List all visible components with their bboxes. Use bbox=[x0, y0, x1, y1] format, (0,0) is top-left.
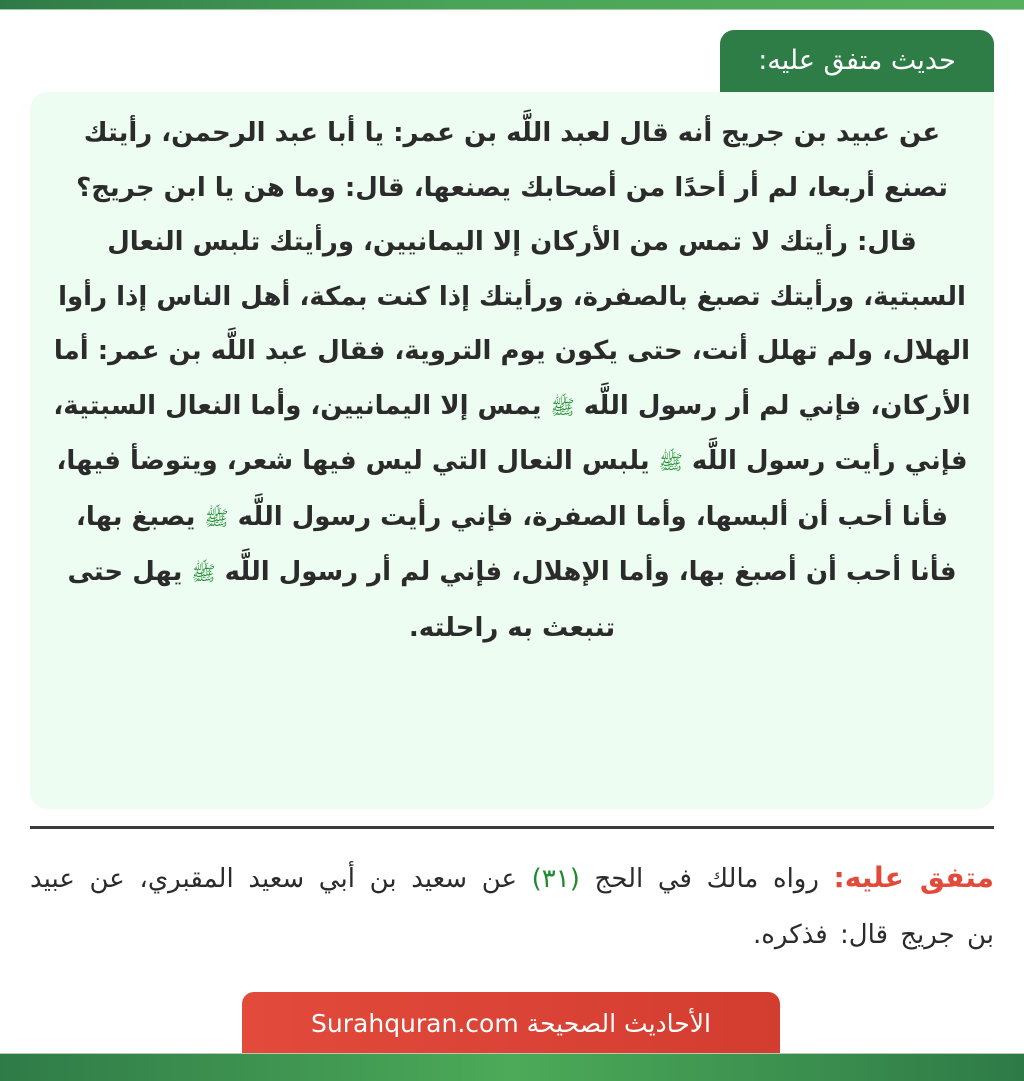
hadith-segment: يصبغ بها، فأنا أحب أن أصبغ بها، وأما الإهلال، فإني لم أر رسول اللَّه bbox=[75, 501, 957, 587]
hadith-text bbox=[52, 106, 972, 655]
hadith-segment: عن عبيد بن جريج أنه قال لعبد اللَّه بن عمر: يا أبا عبد الرحمن، رأيتك تصنع أربعا، لم أر أحدًا من أصحابك يصنعها، قال: وما هن يا ابن جريج؟ قال: رأيتك لا تمس من الأركان إلا اليمانيين، ورأيتك تلبس النعال السبتية، ورأيتك تصبغ بالصفرة، ورأيتك إذا كنت بمكة، أهل الناس إذا رأوا الهلال، ولم تهلل أنت، حتى يكون يوم التروية، فقال عبد اللَّه بن عمر: أما الأركان، فإني لم أر رسول اللَّه bbox=[53, 118, 971, 421]
source-reference-number: (٣١) bbox=[531, 864, 580, 894]
source-text-after-ref: عن سعيد بن أبي سعيد المقبري، عن عبيد بن جريج قال: فذكره. bbox=[30, 864, 994, 950]
hadith-title: حديث متفق عليه: bbox=[758, 45, 956, 76]
section-divider bbox=[30, 826, 994, 829]
grade-label: متفق عليه: bbox=[833, 861, 994, 894]
hadith-segment: يلبس النعال التي ليس فيها شعر، ويتوضأ فيها، فأنا أحب أن ألبسها، وأما الصفرة، فإني رأيت رسول اللَّه bbox=[56, 446, 949, 532]
bottom-decorative-bar bbox=[0, 1053, 1024, 1081]
salawat-icon: ﷺ bbox=[658, 450, 683, 474]
hadith-segment: يهل حتى تنبعث به راحلته. bbox=[67, 557, 616, 643]
hadith-card bbox=[30, 92, 994, 809]
salawat-icon: ﷺ bbox=[191, 561, 216, 585]
hadith-source bbox=[30, 850, 994, 963]
source-text-before-ref: رواه مالك في الحج bbox=[594, 864, 819, 894]
salawat-icon: ﷺ bbox=[550, 394, 575, 419]
salawat-icon: ﷺ bbox=[204, 505, 229, 530]
site-badge-text: الأحاديث الصحيحة Surahquran.com bbox=[311, 1009, 711, 1038]
hadith-segment: يمس إلا اليمانيين، وأما النعال السبتية، فإني رأيت رسول اللَّه bbox=[53, 390, 968, 476]
site-badge-link[interactable] bbox=[242, 992, 780, 1053]
hadith-title-tab bbox=[720, 30, 994, 92]
top-decorative-bar bbox=[0, 0, 1024, 10]
